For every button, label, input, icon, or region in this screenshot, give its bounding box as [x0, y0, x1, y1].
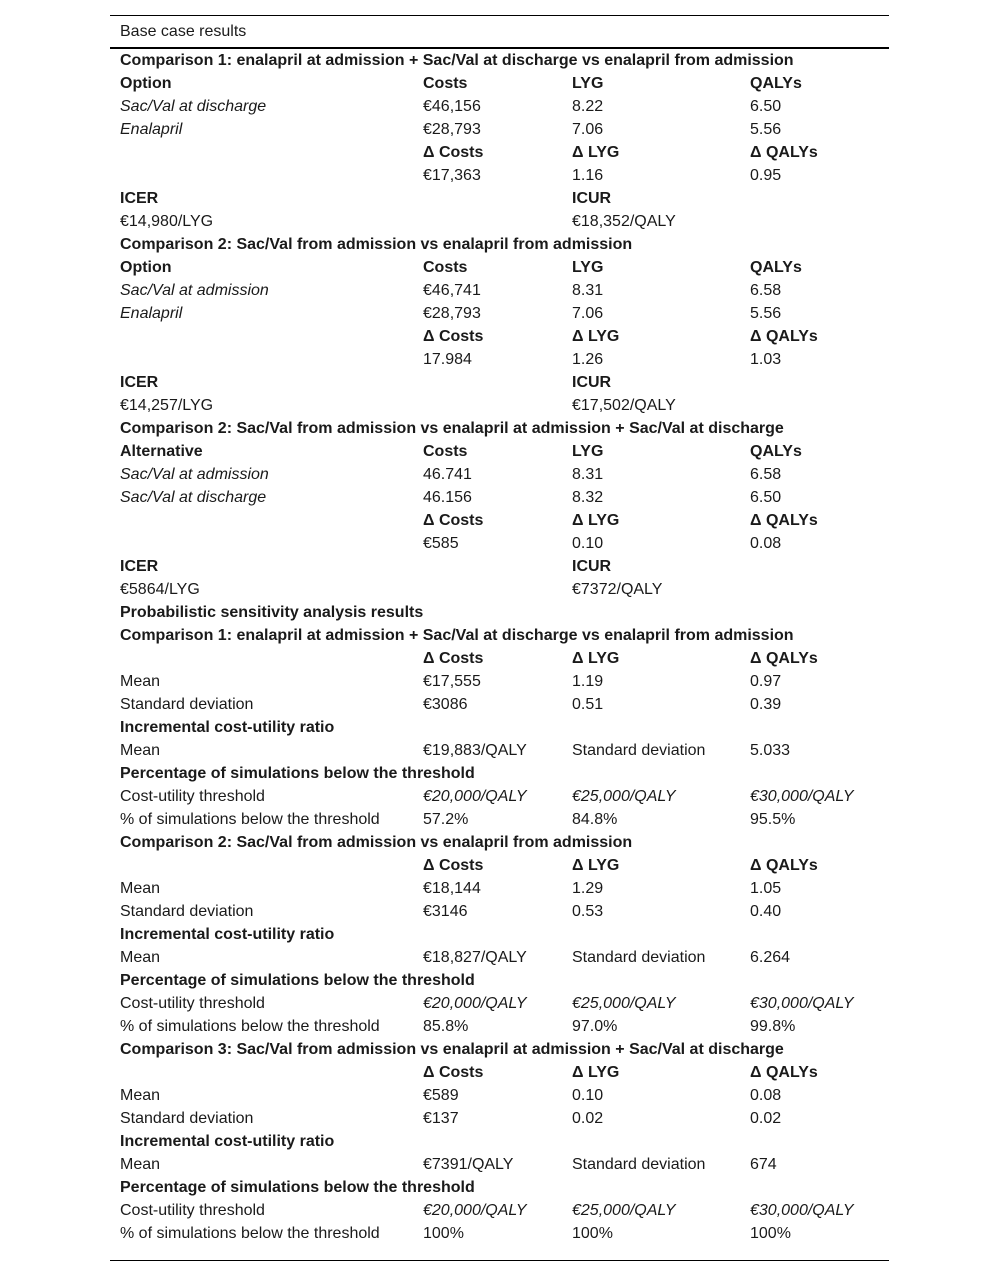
table-cell: €25,000/QALY [572, 995, 676, 1012]
table-row [110, 946, 889, 969]
table-cell: €20,000/QALY [423, 1202, 527, 1219]
section-heading-text: Probabilistic sensitivity analysis results [120, 604, 424, 621]
section-heading [110, 49, 889, 72]
table-row [110, 739, 889, 762]
table-cell: Costs [423, 259, 468, 276]
section-heading [110, 923, 889, 946]
table-cell: 95.5% [750, 811, 796, 828]
table-cell: 7.06 [572, 121, 604, 138]
table-cell: 0.40 [750, 903, 782, 920]
section-heading-text: Comparison 3: Sac/Val from admission vs enalapril at admission + Sac/Val at discharge [120, 1041, 784, 1058]
section-heading [110, 624, 889, 647]
table-cell: Δ LYG [572, 512, 620, 529]
table-cell: Δ Costs [423, 144, 484, 161]
table-cell: 1.16 [572, 167, 604, 184]
section-heading [110, 716, 889, 739]
table-cell: Δ Costs [423, 328, 484, 345]
table-row [110, 440, 889, 463]
table-cell: Δ LYG [572, 857, 620, 874]
table-cell: €589 [423, 1087, 459, 1104]
table-row [110, 1084, 889, 1107]
table-cell: Mean [120, 742, 161, 759]
table-cell: 7.06 [572, 305, 604, 322]
results-table [110, 15, 889, 1245]
table-cell: 5.56 [750, 305, 782, 322]
table-cell: 84.8% [572, 811, 618, 828]
table-row [110, 95, 889, 118]
table-cell: €3086 [423, 696, 468, 713]
table-cell: Δ Costs [423, 650, 484, 667]
section-heading-text: Percentage of simulations below the threshold [120, 765, 475, 782]
table-cell: Costs [423, 75, 468, 92]
section-heading [110, 969, 889, 992]
table-cell: €14,980/LYG [120, 213, 214, 230]
table-cell: €14,257/LYG [120, 397, 214, 414]
table-row [110, 693, 889, 716]
table-cell: Mean [120, 949, 161, 966]
table-cell: ICER [120, 374, 159, 391]
table-cell: ICER [120, 190, 159, 207]
table-row [110, 164, 889, 187]
table-cell: Cost-utility threshold [120, 995, 265, 1012]
table-cell: 17.984 [423, 351, 472, 368]
table-cell: Sac/Val at admission [120, 466, 269, 483]
table-cell: €20,000/QALY [423, 995, 527, 1012]
table-row [110, 670, 889, 693]
section-heading [110, 762, 889, 785]
table-cell: Mean [120, 1087, 161, 1104]
table-row [110, 72, 889, 95]
section-heading-text: Comparison 1: enalapril at admission + Sac/Val at discharge vs enalapril from admission [120, 627, 794, 644]
section-heading [110, 831, 889, 854]
table-cell: 5.56 [750, 121, 782, 138]
table-cell: Option [120, 259, 172, 276]
section-heading-text: Percentage of simulations below the threshold [120, 972, 475, 989]
table-cell: 0.97 [750, 673, 782, 690]
table-cell: Mean [120, 1156, 161, 1173]
table-row [110, 118, 889, 141]
table-cell: €25,000/QALY [572, 1202, 676, 1219]
table-cell: 674 [750, 1156, 777, 1173]
section-heading-text: Incremental cost-utility ratio [120, 719, 335, 736]
table-cell: Δ LYG [572, 144, 620, 161]
table-cell: 0.10 [572, 535, 604, 552]
table-cell: 97.0% [572, 1018, 618, 1035]
section-heading-text: Incremental cost-utility ratio [120, 1133, 335, 1150]
table-row [110, 463, 889, 486]
section-heading-text: Comparison 2: Sac/Val from admission vs enalapril at admission + Sac/Val at discharge [120, 420, 784, 437]
table-row [110, 1199, 889, 1222]
table-cell: Δ LYG [572, 1064, 620, 1081]
table-cell: 100% [750, 1225, 791, 1242]
table-cell: Standard deviation [572, 949, 706, 966]
table-row [110, 900, 889, 923]
table-cell: 100% [572, 1225, 613, 1242]
table-cell: Costs [423, 443, 468, 460]
table-cell: €17,363 [423, 167, 481, 184]
table-body [110, 49, 889, 1245]
table-cell: Standard deviation [120, 696, 254, 713]
table-row [110, 1222, 889, 1245]
table-cell: LYG [572, 443, 604, 460]
table-cell: 1.26 [572, 351, 604, 368]
table-cell: €30,000/QALY [750, 788, 854, 805]
table-cell: Δ Costs [423, 857, 484, 874]
section-heading [110, 417, 889, 440]
table-cell: % of simulations below the threshold [120, 811, 380, 828]
table-cell: €3146 [423, 903, 468, 920]
table-row [110, 256, 889, 279]
table-row [110, 210, 889, 233]
table-cell: Option [120, 75, 172, 92]
table-cell: €28,793 [423, 121, 481, 138]
table-row [110, 394, 889, 417]
table-row [110, 532, 889, 555]
table-cell: % of simulations below the threshold [120, 1225, 380, 1242]
table-row [110, 371, 889, 394]
table-cell: 0.95 [750, 167, 782, 184]
section-heading-text: Comparison 2: Sac/Val from admission vs enalapril from admission [120, 834, 633, 851]
table-cell: 1.05 [750, 880, 782, 897]
table-cell: €5864/LYG [120, 581, 200, 598]
table-cell: Δ Costs [423, 1064, 484, 1081]
table-cell: €30,000/QALY [750, 995, 854, 1012]
table-cell: QALYs [750, 443, 802, 460]
table-cell: LYG [572, 75, 604, 92]
section-heading-text: Incremental cost-utility ratio [120, 926, 335, 943]
section-heading [110, 233, 889, 256]
table-cell: Standard deviation [120, 903, 254, 920]
table-row [110, 325, 889, 348]
table-cell: 8.31 [572, 466, 604, 483]
table-cell: 8.31 [572, 282, 604, 299]
table-row [110, 1061, 889, 1084]
table-cell: €20,000/QALY [423, 788, 527, 805]
table-row [110, 302, 889, 325]
table-cell: €46,741 [423, 282, 481, 299]
section-heading-text: Comparison 1: enalapril at admission + Sac/Val at discharge vs enalapril from admission [120, 52, 794, 69]
table-cell: 8.32 [572, 489, 604, 506]
table-cell: €137 [423, 1110, 459, 1127]
table-cell: Δ QALYs [750, 328, 818, 345]
section-heading-text: Comparison 2: Sac/Val from admission vs enalapril from admission [120, 236, 633, 253]
table-row [110, 509, 889, 532]
table-cell: QALYs [750, 75, 802, 92]
table-cell: ICUR [572, 558, 612, 575]
table-cell: €46,156 [423, 98, 481, 115]
section-heading [110, 1176, 889, 1199]
table-cell: Alternative [120, 443, 203, 460]
table-cell: Δ QALYs [750, 857, 818, 874]
table-row [110, 348, 889, 371]
table-cell: €7391/QALY [423, 1156, 514, 1173]
table-cell: 99.8% [750, 1018, 796, 1035]
table-cell: €25,000/QALY [572, 788, 676, 805]
table-cell: €7372/QALY [572, 581, 663, 598]
table-cell: Δ QALYs [750, 1064, 818, 1081]
table-cell: 46.741 [423, 466, 472, 483]
table-cell: Cost-utility threshold [120, 788, 265, 805]
table-cell: 0.53 [572, 903, 604, 920]
table-cell: 1.03 [750, 351, 782, 368]
section-heading-text: Percentage of simulations below the threshold [120, 1179, 475, 1196]
table-row [110, 785, 889, 808]
table-cell: €19,883/QALY [423, 742, 527, 759]
table-cell: 0.02 [750, 1110, 782, 1127]
table-cell: 1.29 [572, 880, 604, 897]
table-cell: 0.10 [572, 1087, 604, 1104]
table-cell: Δ QALYs [750, 144, 818, 161]
table-cell: Sac/Val at discharge [120, 489, 267, 506]
table-cell: 85.8% [423, 1018, 469, 1035]
table-cell: 8.22 [572, 98, 604, 115]
table-cell: Δ QALYs [750, 512, 818, 529]
table-cell: €18,827/QALY [423, 949, 527, 966]
table-cell: 6.58 [750, 282, 782, 299]
table-cell: 1.19 [572, 673, 604, 690]
table-cell: Sac/Val at discharge [120, 98, 267, 115]
table-cell: 57.2% [423, 811, 469, 828]
table-cell: Δ Costs [423, 512, 484, 529]
table-cell: €28,793 [423, 305, 481, 322]
table-cell: Δ LYG [572, 328, 620, 345]
table-row [110, 647, 889, 670]
table-row [110, 877, 889, 900]
table-cell: Δ LYG [572, 650, 620, 667]
table-row [110, 1153, 889, 1176]
table-row [110, 1015, 889, 1038]
table-cell: 0.08 [750, 1087, 782, 1104]
table-row [110, 555, 889, 578]
table-cell: Enalapril [120, 121, 183, 138]
table-row [110, 486, 889, 509]
table-cell: €18,144 [423, 880, 481, 897]
table-row [110, 578, 889, 601]
table-row [110, 187, 889, 210]
table-cell: 0.08 [750, 535, 782, 552]
table-cell: ICUR [572, 190, 612, 207]
section-heading [110, 1130, 889, 1153]
table-cell: Δ QALYs [750, 650, 818, 667]
section-heading [110, 601, 889, 624]
table-cell: €585 [423, 535, 459, 552]
table-cell: 6.50 [750, 489, 782, 506]
table-row [110, 141, 889, 164]
table-cell: ICER [120, 558, 159, 575]
table-cell: Standard deviation [120, 1110, 254, 1127]
table-cell: 100% [423, 1225, 464, 1242]
table-cell: €30,000/QALY [750, 1202, 854, 1219]
table-cell: LYG [572, 259, 604, 276]
table-cell: €17,555 [423, 673, 481, 690]
table-row [110, 854, 889, 877]
table-cell: 0.02 [572, 1110, 604, 1127]
table-row [110, 808, 889, 831]
table-cell: €17,502/QALY [572, 397, 676, 414]
table-caption: Base case results [110, 16, 889, 49]
table-cell: Standard deviation [572, 1156, 706, 1173]
table-cell: Cost-utility threshold [120, 1202, 265, 1219]
table-cell: 0.51 [572, 696, 604, 713]
table-cell: 6.50 [750, 98, 782, 115]
table-cell: 6.58 [750, 466, 782, 483]
table-cell: 6.264 [750, 949, 791, 966]
table-cell: Standard deviation [572, 742, 706, 759]
table-row [110, 1107, 889, 1130]
table-cell: % of simulations below the threshold [120, 1018, 380, 1035]
section-heading [110, 1038, 889, 1061]
table-cell: Mean [120, 673, 161, 690]
table-row [110, 992, 889, 1015]
table-bottom-rule [110, 1260, 889, 1261]
table-cell: Mean [120, 880, 161, 897]
table-cell: Enalapril [120, 305, 183, 322]
table-cell: 5.033 [750, 742, 791, 759]
table-cell: QALYs [750, 259, 802, 276]
table-cell: ICUR [572, 374, 612, 391]
table-row [110, 279, 889, 302]
table-cell: Sac/Val at admission [120, 282, 269, 299]
table-cell: 46.156 [423, 489, 472, 506]
table-cell: €18,352/QALY [572, 213, 676, 230]
table-cell: 0.39 [750, 696, 782, 713]
